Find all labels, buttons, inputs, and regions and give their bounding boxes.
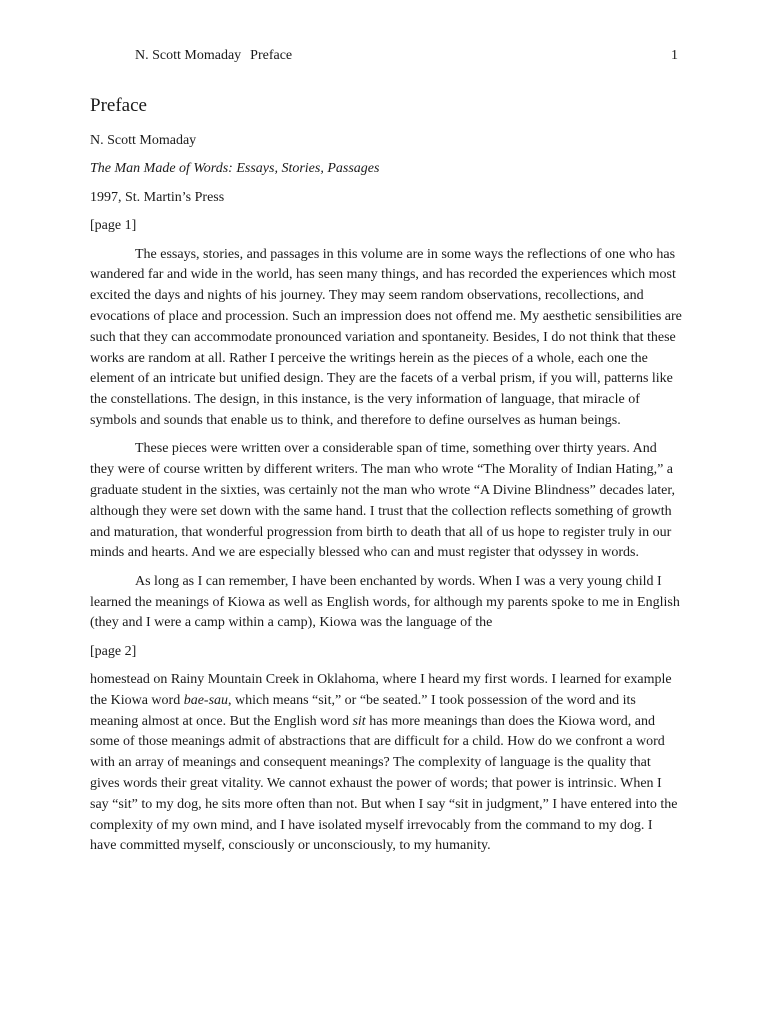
author-line: N. Scott Momaday: [90, 133, 197, 148]
header-section: Preface: [250, 48, 293, 63]
paragraph-2: These pieces were written over a considerable span of time, something over thirty years. And they were of course written by different writers. The man who wrote “The Morality of Indian Hating,” a graduate student in the sixties, was certainly not the man who wrote “A Divine Blindness” decades later, although they were set down with the same hand. I trust that the collection reflects something of growth and maturation, that wonderful progression from birth to death that all of us hope to register truly in our minds and hearts. And we are especially blessed who can and must register that odyssey in words.: [90, 441, 675, 561]
page-marker-1: [page 1]: [90, 218, 137, 234]
paragraph-4-part-3: has more meanings than does the Kiowa word, and some of those meanings admit of abstractions that are difficult for a child. How do we confront a word with an array of meanings and consequent meanings? The complexity of language is the quality that gives words their great vitality. We cannot exhaust the power of words; that power is intrinsic. When I say “sit” to my dog, he sits more often than not. But when I say “sit in judgment,” I have entered into the complexity of my own mind, and I have isolated myself irrevocably from the command to my dog. I have committed myself, consciously or unconsciously, to my humanity.: [90, 713, 678, 854]
paragraph-4-part-1: homestead on Rainy Mountain Creek in Oklahoma, where I heard my first words. I learned for example the Kiowa word: [90, 672, 672, 708]
kiowa-term: bae-sau: [183, 692, 229, 708]
paragraph-4: [90, 670, 682, 857]
english-term: sit: [352, 713, 366, 729]
page-title: Preface: [90, 95, 147, 116]
header-page-number: 1: [671, 48, 678, 63]
paragraph-3: As long as I can remember, I have been enchanted by words. When I was a very young child I learned the meanings of Kiowa as well as English words, for although my parents spoke to me in English (they and I were a camp within a camp), Kiowa was the language of the: [90, 573, 680, 631]
book-title-line: The Man Made of Words: Essays, Stories, Passages: [90, 161, 380, 177]
paragraph-4-part-2: , which means “sit,” or “be seated.” I took possession of the word and its meaning almost at once. But the English word: [90, 692, 636, 729]
header-author: N. Scott Momaday: [135, 48, 242, 63]
document-body: [90, 94, 682, 865]
paragraph-1: The essays, stories, and passages in this volume are in some ways the reflections of one who has wandered far and wide in the world, has seen many things, and has recorded the experiences which most excited the days and nights of his journey. They may seem random observations, recollections, and evocations of place and procession. Such an impression does not offend me. My aesthetic sensibilities are such that they can accommodate pronounced variation and spontaneity. Besides, I do not think that these works are random at all. Rather I perceive the writings herein as the pieces of a whole, each one the element of an intricate but unified design. They are the facets of a verbal prism, if you will, patterns like the constellations. The design, in this instance, is the very information of language, that miracle of symbols and sounds that enable us to think, and therefore to define ourselves as human beings.: [90, 246, 682, 428]
header-title: [135, 46, 292, 66]
running-header: [135, 46, 678, 66]
publication-line: 1997, St. Martin’s Press: [90, 189, 225, 205]
page-marker-2: [page 2]: [90, 643, 137, 659]
